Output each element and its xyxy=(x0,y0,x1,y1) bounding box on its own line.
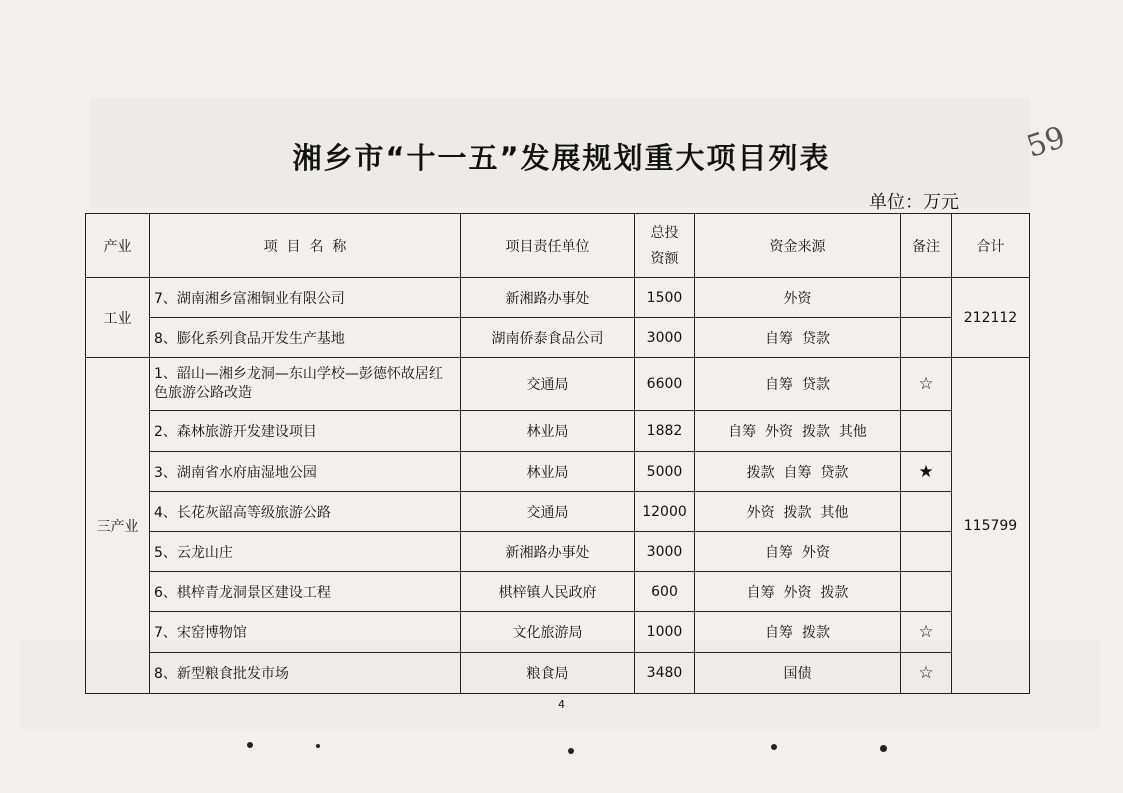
table-row xyxy=(86,532,1030,572)
industry-cell: 三产业 xyxy=(86,358,150,694)
responsible-unit: 粮食局 xyxy=(461,653,635,694)
project-name: 4、长花灰韶高等级旅游公路 xyxy=(150,492,461,532)
funding-source: 自筹 贷款 xyxy=(695,358,901,411)
remark-cell xyxy=(901,278,952,318)
scan-speck xyxy=(568,748,574,754)
table-row xyxy=(86,492,1030,532)
table-row xyxy=(86,653,1030,694)
project-name: 7、宋窑博物馆 xyxy=(150,612,461,653)
investment-amount: 6600 xyxy=(635,358,695,411)
project-name: 8、膨化系列食品开发生产基地 xyxy=(150,318,461,358)
responsible-unit: 林业局 xyxy=(461,452,635,492)
industry-cell: 工业 xyxy=(86,278,150,358)
investment-amount: 1500 xyxy=(635,278,695,318)
project-name: 7、湖南湘乡富湘铜业有限公司 xyxy=(150,278,461,318)
unit-label: 单位：万元 xyxy=(869,192,959,213)
header-remark: 备注 xyxy=(901,214,952,278)
investment-amount: 12000 xyxy=(635,492,695,532)
funding-source: 自筹 贷款 xyxy=(695,318,901,358)
investment-amount: 3000 xyxy=(635,532,695,572)
header-unit: 项目责任单位 xyxy=(461,214,635,278)
header-funding: 资金来源 xyxy=(695,214,901,278)
table-header-row xyxy=(86,214,1030,278)
responsible-unit: 文化旅游局 xyxy=(461,612,635,653)
responsible-unit: 交通局 xyxy=(461,358,635,411)
investment-amount: 600 xyxy=(635,572,695,612)
responsible-unit: 林业局 xyxy=(461,411,635,452)
group-total: 115799 xyxy=(952,358,1030,694)
funding-source: 自筹 外资 拨款 xyxy=(695,572,901,612)
page-title: 湘乡市“十一五”发展规划重大项目列表 xyxy=(292,141,831,175)
investment-amount: 3000 xyxy=(635,318,695,358)
header-total: 合计 xyxy=(952,214,1030,278)
funding-source: 外资 xyxy=(695,278,901,318)
remark-cell xyxy=(901,532,952,572)
funding-source: 自筹 拨款 xyxy=(695,612,901,653)
remark-cell xyxy=(901,492,952,532)
scan-speck xyxy=(247,742,253,748)
remark-cell xyxy=(901,411,952,452)
remark-cell xyxy=(901,318,952,358)
page-number: 4 xyxy=(558,698,565,711)
responsible-unit: 棋梓镇人民政府 xyxy=(461,572,635,612)
responsible-unit: 新湘路办事处 xyxy=(461,532,635,572)
responsible-unit: 新湘路办事处 xyxy=(461,278,635,318)
funding-source: 国债 xyxy=(695,653,901,694)
responsible-unit: 湖南侨泰食品公司 xyxy=(461,318,635,358)
investment-amount: 3480 xyxy=(635,653,695,694)
remark-star-icon: ☆ xyxy=(901,653,952,694)
table-row xyxy=(86,358,1030,411)
handwritten-page-mark: 59 xyxy=(1022,119,1070,166)
remark-cell xyxy=(901,572,952,612)
header-investment-line2: 资额 xyxy=(650,250,679,267)
header-industry: 产业 xyxy=(86,214,150,278)
table-row xyxy=(86,411,1030,452)
header-project: 项 目 名 称 xyxy=(150,214,461,278)
responsible-unit: 交通局 xyxy=(461,492,635,532)
investment-amount: 5000 xyxy=(635,452,695,492)
table-row xyxy=(86,318,1030,358)
table-row xyxy=(86,572,1030,612)
scan-speck xyxy=(316,744,320,748)
table-row xyxy=(86,452,1030,492)
project-name: 3、湖南省水府庙湿地公园 xyxy=(150,452,461,492)
remark-star-icon: ☆ xyxy=(901,358,952,411)
funding-source: 自筹 外资 拨款 其他 xyxy=(695,411,901,452)
funding-source: 自筹 外资 xyxy=(695,532,901,572)
project-name: 2、森林旅游开发建设项目 xyxy=(150,411,461,452)
table-row xyxy=(86,278,1030,318)
scan-speck xyxy=(880,745,887,752)
remark-filled-star-icon: ★ xyxy=(901,452,952,492)
funding-source: 外资 拨款 其他 xyxy=(695,492,901,532)
funding-source: 拨款 自筹 贷款 xyxy=(695,452,901,492)
investment-amount: 1000 xyxy=(635,612,695,653)
project-name: 5、云龙山庄 xyxy=(150,532,461,572)
investment-amount: 1882 xyxy=(635,411,695,452)
scan-speck xyxy=(771,744,777,750)
header-investment xyxy=(635,214,695,278)
remark-star-icon: ☆ xyxy=(901,612,952,653)
header-investment-line1: 总投 xyxy=(650,224,679,241)
project-table xyxy=(85,213,1030,694)
project-name: 6、棋梓青龙洞景区建设工程 xyxy=(150,572,461,612)
project-name: 8、新型粮食批发市场 xyxy=(150,653,461,694)
group-total: 212112 xyxy=(952,278,1030,358)
table-row xyxy=(86,612,1030,653)
project-name: 1、韶山—湘乡龙洞—东山学校—彭德怀故居红色旅游公路改造 xyxy=(150,358,461,411)
